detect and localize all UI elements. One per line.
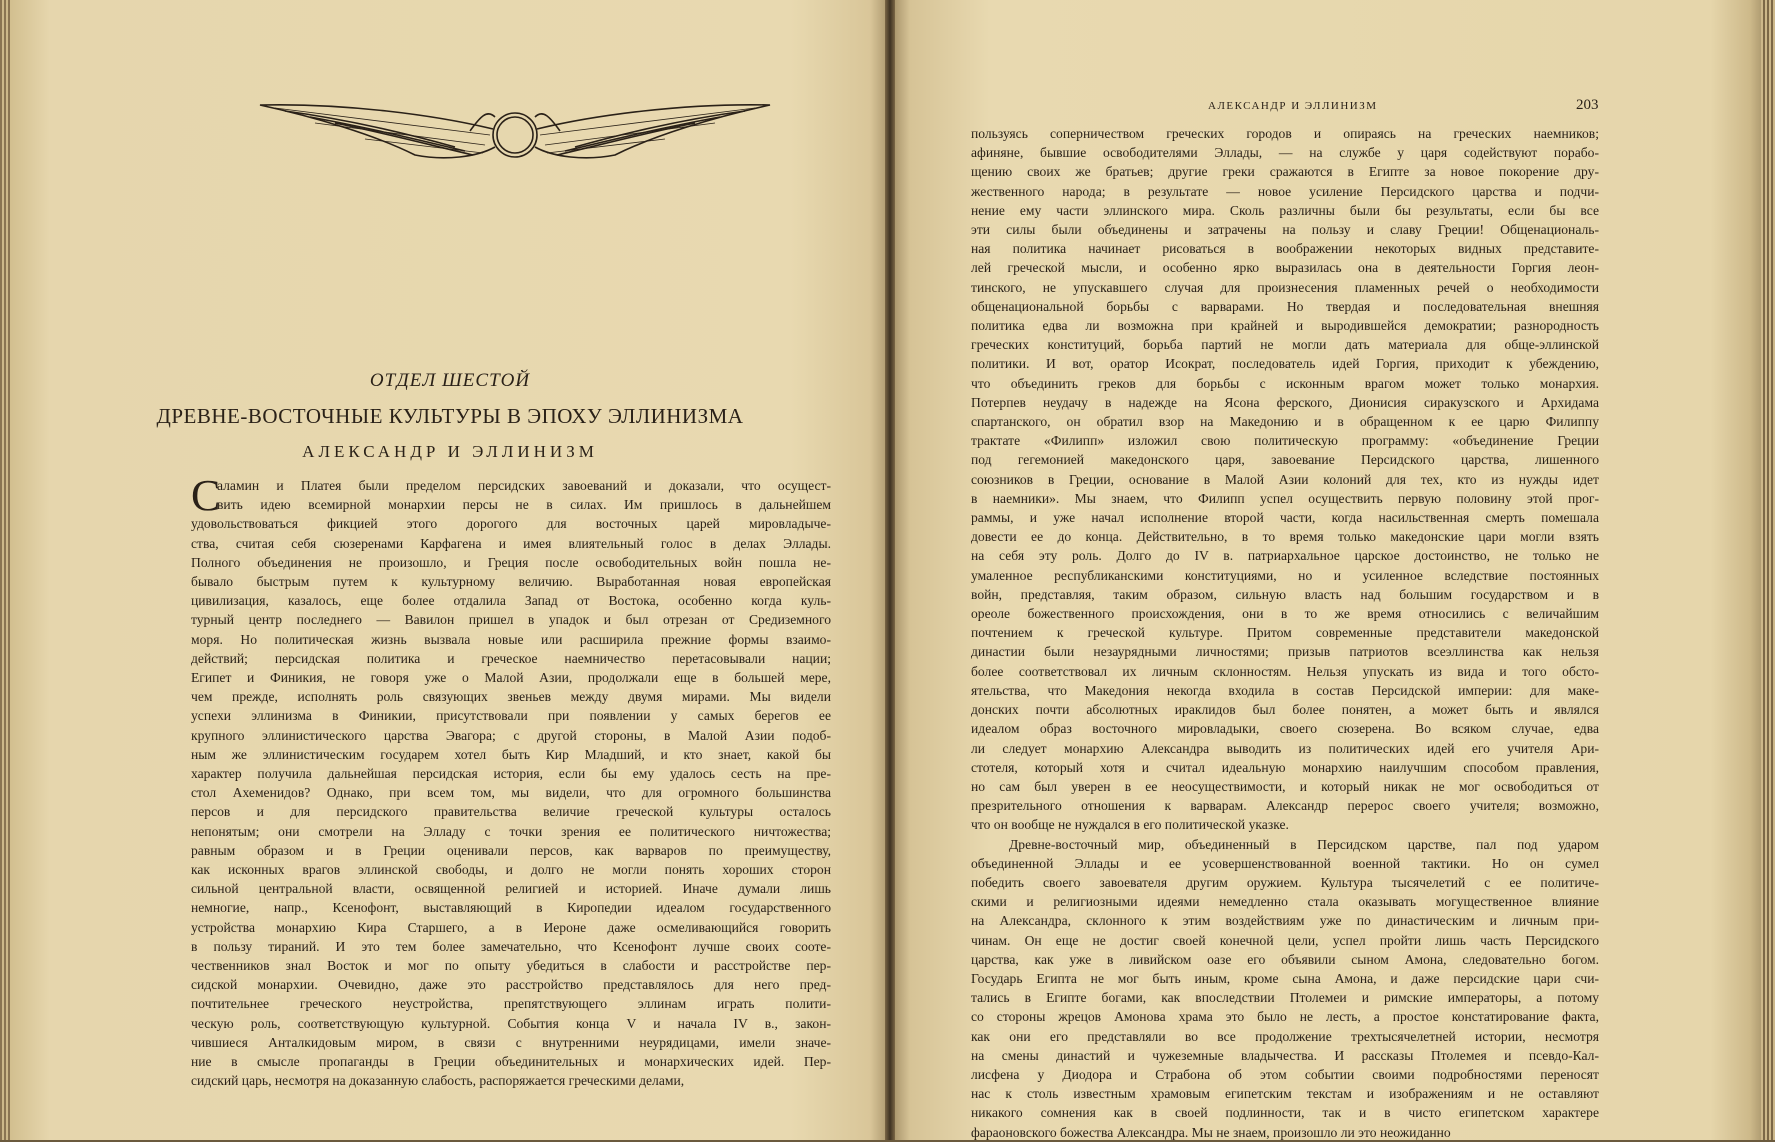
text-line: в наемники». Мы знаем, что Филипп успел осуществить первую половину этой прог-	[971, 490, 1599, 506]
text-line: ореоле божественного происхождения, они в то же время относились с величайшим	[971, 606, 1599, 622]
text-line: нение ему части эллинского мира. Сколь различны были бы результаты, если бы все	[971, 202, 1599, 218]
text-line: персов и для персидского правительства величие греческой культуры осталось	[191, 804, 831, 820]
text-line: устройства монархию Кира Старшего, а в Иероне даже осмеливающийся говорить	[191, 919, 831, 935]
text-line: аламин и Платея были пределом персидских завоеваний и доказали, что осущест-	[217, 478, 831, 493]
text-line: лей греческой мысли, и особенно ярко выразилась она в деятельности Горгия леон-	[971, 260, 1599, 276]
text-line: Потерпев неудачу в надежде на Ясона ферского, Дионисия сиракузского и Архидама	[971, 394, 1599, 410]
text-line: фараоновского божества Александра. Мы не знаем, произошло ли это неожиданно	[971, 1124, 1451, 1140]
section-title: ДРЕВНЕ-ВОСТОЧНЫЕ КУЛЬТУРЫ В ЭПОХУ ЭЛЛИНИЗМА	[156, 404, 744, 428]
right-page-body	[971, 124, 1599, 1142]
text-line: пользуясь соперничеством греческих городов и опираясь на греческих наемников;	[971, 126, 1599, 141]
text-line: щению своих же братьев; другие греки сражаются в Египте за новое покорение дру-	[971, 164, 1599, 180]
text-line: сидской монархии. Очевидно, даже это расстройство представлялось для него пред-	[191, 977, 831, 993]
text-line: на Александра, склонного к этим воздействиям уже по династическим и личным при-	[971, 913, 1599, 929]
text-line: успехи эллинизма в Финикии, присутствовали при появлении у самых берегов ее	[191, 708, 831, 724]
text-line: Полного объединения не произошло, и Греция после освободительных войн пошла не-	[191, 554, 831, 570]
text-line: со стороны жрецов Амонова храма это было не лесть, а простое констатирование факта,	[971, 1009, 1599, 1025]
text-line: непонятым; они смотрели на Элладу с точки зрения ее политического ничтожества;	[191, 823, 831, 839]
text-line: объединенной Эллады и ее усовершенствованной военной тактики. Но он сумел	[971, 855, 1599, 871]
text-line: но сам был уверен в ее неосуществимости, и который никак не мог освободиться от	[971, 778, 1599, 794]
text-line: жественного народа; в результате — новое усиление Персидского царства и подчи-	[971, 183, 1599, 199]
chapter-title: АЛЕКСАНДР И ЭЛЛИНИЗМ	[302, 442, 598, 461]
drop-cap: С	[191, 471, 221, 520]
text-line: спартанского, он обратил взор на Македонию и в обращенном к ее царю Филиппу	[971, 414, 1599, 430]
text-line: ным же эллинистическим государем хотел быть Кир Младший, и кто знает, какой бы	[191, 746, 831, 762]
text-line: презрительного отношения к варварам. Александр перерос своего учителя; возможно,	[971, 798, 1599, 814]
text-line: сидский царь, несмотря на доказанную слабость, распоряжается греческими делами,	[191, 1073, 685, 1089]
text-line: турный центр последнего — Вавилон пришел в упадок и был отрезан от Средиземного	[191, 612, 831, 628]
text-line: удовольствоваться фикцией этого дорогого для восточных царей мировладыче-	[191, 516, 831, 532]
text-line: общенациональной борьбы с варварами. Но твердая и последовательная внешняя	[971, 298, 1599, 314]
text-line: действий; персидская политика и греческое наемничество перетасовывали нации;	[191, 650, 831, 666]
text-line: стол Ахеменидов? Однако, при всем том, мы видели, что для огромного большинства	[191, 785, 831, 801]
text-line: политика едва ли возможна при крайней и выродившейся демократии; разнородность	[971, 318, 1599, 334]
text-line: крупного эллинистического царства Эвагора; с другой стороны, в Малой Азии подоб-	[191, 727, 831, 743]
text-line: вить идею всемирной монархии персы не в силах. Им пришлось в дальнейшем	[217, 497, 831, 513]
page-edges-right	[1761, 0, 1775, 1140]
text-line: трактате «Филипп» изложил свою политическую программу: «объединение Греции	[971, 433, 1599, 449]
text-line: что объединить греков для борьбы с исконным врагом может только монархия.	[971, 375, 1599, 391]
text-line: греческих конституций, борьба партий не могли дать материала для обще-эллинской	[971, 337, 1599, 353]
text-line: бывало быстрым путем к культурному величию. Выработанная новая европейская	[191, 574, 831, 590]
text-line: эти силы были объединены и затрачены на пользу и славу Греции! Общенациональ-	[971, 222, 1599, 238]
text-line: почтением к греческой культуре. Притом современные представители македонской	[971, 625, 1599, 641]
left-page-body	[191, 471, 831, 1091]
text-line: почтительнее греческого неустройства, препятствующего эллинам играть полити-	[191, 996, 831, 1012]
text-line: чившиеся Анталкидовым миром, в связи с внутренними неурядицами, имели значе-	[191, 1034, 831, 1050]
text-line: под гегемонией македонского царя, завоевание Персидского царства, лишенного	[971, 452, 1599, 468]
text-line: афиняне, бывшие освободителями Эллады, — на службе у царя содействуют порабо-	[971, 145, 1599, 161]
text-line: ная политика начинает рисоваться в воображении некоторых видных представите-	[971, 241, 1599, 257]
page-number: 203	[1576, 97, 1599, 113]
text-line: донских почти абсолютных ираклидов был более понятен, а может быть и являлся	[971, 702, 1599, 718]
text-line: чественников знал Восток и мог по опыту убедиться в слабости и расстройстве пер-	[191, 958, 831, 974]
text-line: немногие, напр., Ксенофонт, выставляющий в Киропедии идеалом государственного	[191, 900, 831, 916]
text-line: ние в смысле пропаганды в Греции объединительных и монархических идей. Пер-	[191, 1054, 831, 1070]
text-line: династии были незаурядными личностями; призыв патриотов всеэллинства как нельзя	[971, 644, 1599, 660]
text-line: политики. И вот, оратор Исократ, последователь идей Горгия, приходит к убеждению,	[971, 356, 1599, 372]
text-line: лисфена у Диодора и Страбона об этом событии своими подробностями переносят	[971, 1066, 1599, 1082]
section-label: ОТДЕЛ ШЕСТОЙ	[369, 370, 531, 391]
text-line: идеалом образ восточного мировладыки, своего сюзерена. Во всяком случае, едва	[971, 721, 1599, 737]
text-line: сильной центральной власти, освященной религией и историей. Иначе думали лишь	[191, 881, 831, 897]
text-line: более соответствовал их личным склонностям. Нельзя упускать из вида и того обсто-	[971, 663, 1599, 679]
text-line: тинского, не упускавшего случая для произнесения пламенных речей о необходимости	[971, 279, 1599, 295]
text-line: Древне-восточный мир, объединенный в Персидском царстве, пал под ударом	[1009, 836, 1599, 852]
text-line: победить своего завоевателя другим оружием. Культура тысячелетий с ее политиче-	[971, 874, 1599, 890]
text-line: цивилизация, казалось, еще более отдалила Запад от Востока, особенно когда куль-	[191, 593, 831, 609]
text-line: на себя эту роль. Долго до IV в. патриархальное царское достоинство, не только не	[971, 548, 1599, 564]
text-line: моря. Но политическая жизнь вызвала новые или расширила прежние формы взаимо-	[191, 631, 831, 647]
running-head: АЛЕКСАНДР И ЭЛЛИНИЗМ	[1208, 100, 1378, 112]
text-line: ческую роль, соответствующую культурной. События конца V и начала IV в., закон-	[191, 1015, 831, 1031]
book-gutter	[885, 0, 895, 1140]
text-line: Египет и Финикия, не говоря уже о Малой Азии, продолжали еще в большей мере,	[191, 670, 831, 686]
text-line: равным образом и в Греции оценивали персов, как варваров по преимуществу,	[191, 842, 831, 858]
text-line: как исконных врагов эллинской свободы, и долго не могли понять хороших сторон	[191, 862, 831, 878]
text-line: Государь Египта не мог быть иным, кроме сына Амона, и даже персидские цари счи-	[971, 970, 1599, 986]
text-line: стотеля, который хотя и считал идеальную монархию наилучшим способом правления,	[971, 759, 1599, 775]
text-line: никакого сомнения как в своей подлинности, так и в чисто египетском характере	[971, 1105, 1599, 1121]
text-line: на смены династий и чужеземные владычества. И рассказы Птолемея и псевдо-Кал-	[971, 1047, 1599, 1063]
text-line: царства, как уже в ливийском оазе его объявили сыном Амона, следовательно богом.	[971, 951, 1599, 967]
text-line: умаленное республиканскими конституциями, но и усиленное вследствие постоянных	[971, 567, 1599, 583]
text-line: характер получила дальнейшая персидская история, если бы ему удалось сесть на пре-	[191, 766, 831, 782]
winged-sun-ornament	[255, 95, 775, 175]
text-line: в пользу тираний. И это тем более замечательно, что Ксенофонт лучше своих соотe-	[191, 938, 831, 954]
text-line: нас к столь известным храмовым египетским текстам и изображениям и не оставляют	[971, 1086, 1599, 1102]
text-line: ства, считая себя сюзеренами Карфагена и имея влиятельный голос в делах Эллады.	[191, 535, 831, 551]
text-line: как они его представляли во все продолжение трехтысячелетней истории, несмотря	[971, 1028, 1599, 1044]
text-line: войн, представляя, таким образом, сильную власть над большим государством и в	[971, 586, 1599, 602]
text-line: ятельства, что Македония некогда входила в состав Персидской империи: для маке-	[971, 682, 1599, 698]
text-line: чинам. Он еще не достиг своей конечной цели, успел пройти лишь часть Персидского	[971, 932, 1599, 948]
text-line: что он вообще не нуждался в его политической указке.	[971, 817, 1289, 833]
text-line: скими и религиозными идеями немедленно стала оказывать могущественное влияние	[971, 894, 1599, 910]
text-line: союзников в Греции, основание в Малой Азии колоний для тех, кто из нужды идет	[971, 471, 1599, 487]
text-line: тались в Египте богами, как впоследствии Птолемеи и римские императоры, а потому	[971, 990, 1599, 1006]
text-line: чем прежде, исполнять роль связующих звеньев между двумя мирами. Мы видели	[191, 689, 831, 705]
text-line: довести ее до конца. Действительно, в то время только македонские цари могли взять	[971, 529, 1599, 545]
text-line: раммы, и уже начал исполнение второй части, когда насильственная смерть помешала	[971, 510, 1599, 526]
text-line: ли следует монархию Александра выводить из политических идей его учителя Ари-	[971, 740, 1599, 756]
